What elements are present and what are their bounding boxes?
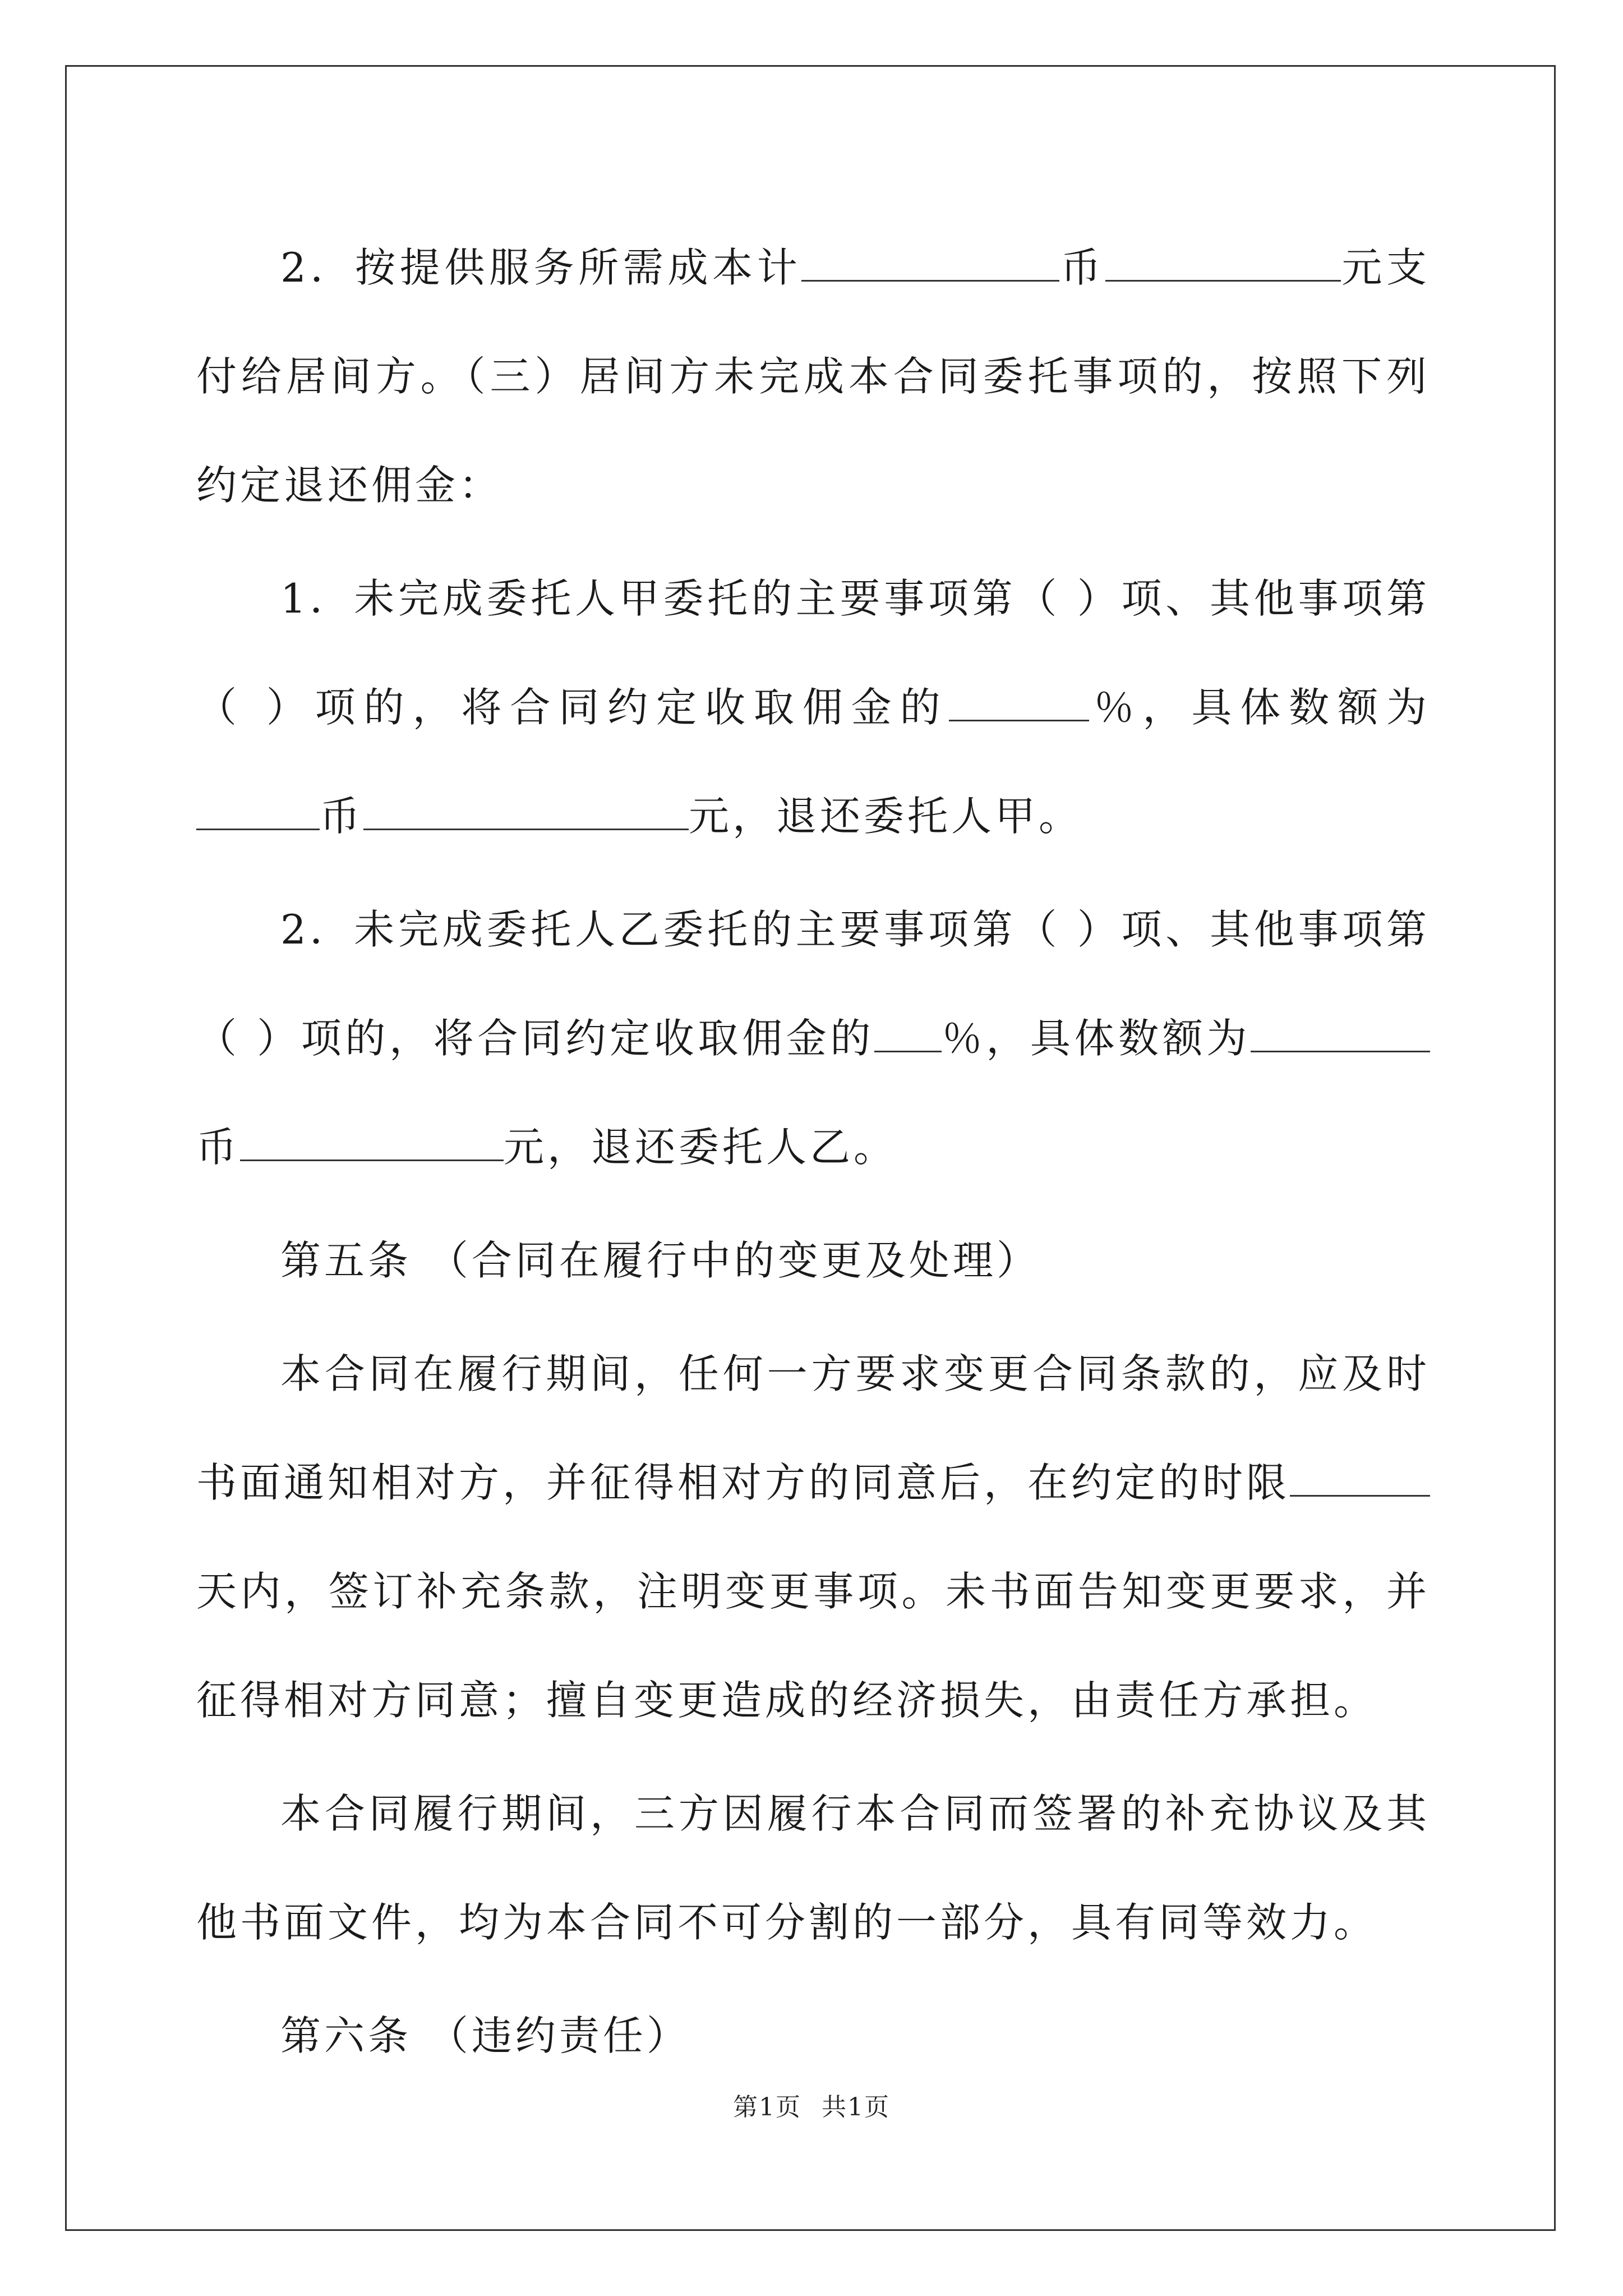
paragraph-service-cost xyxy=(196,213,1430,540)
paragraph-text: ％，具体数额为 xyxy=(1089,684,1430,731)
blank-field[interactable] xyxy=(801,246,1059,282)
paragraph-text: 币 xyxy=(196,1124,241,1171)
paragraph-text: ％，具体数额为 xyxy=(941,1015,1251,1062)
blank-field[interactable] xyxy=(240,1126,504,1161)
page-footer xyxy=(0,2087,1623,2123)
blank-field[interactable] xyxy=(949,686,1089,721)
blank-field[interactable] xyxy=(1105,246,1341,282)
paragraph-refund-party-a xyxy=(196,544,1430,871)
blank-field[interactable] xyxy=(1290,1461,1430,1497)
blank-field[interactable] xyxy=(1251,1017,1430,1052)
document-body xyxy=(196,213,1430,2095)
paragraph-text: 天内，签订补充条款，注明变更事项。未书面告知变更要求，并征得相对方同意；擅自变更造成的经济损失，由责任方承担。 xyxy=(196,1568,1430,1724)
paragraph-text: 币 xyxy=(1059,244,1105,291)
paragraph-text: 2．按提供服务所需成本计 xyxy=(280,244,802,291)
article-6-heading: 第六条 （违约责任） xyxy=(280,2012,690,2059)
paragraph-text: 2．未完成委托人乙委托的主要事项第（ ）项、其他事项第（ ）项的，将合同约定收取佣金的 xyxy=(196,906,1430,1062)
paragraph-text: 元，退还委托人甲。 xyxy=(689,793,1083,840)
paragraph-contract-change xyxy=(196,1319,1430,1755)
paragraph-supplementary-agreements: 本合同履行期间，三方因履行本合同而签署的补充协议及其他书面文件，均为本合同不可分割的一部分，具有同等效力。 xyxy=(196,1790,1430,1946)
page-total: 共1页 xyxy=(822,2093,890,2122)
blank-field[interactable] xyxy=(874,1017,942,1052)
paragraph-text: 币 xyxy=(320,793,364,840)
blank-field[interactable] xyxy=(363,795,689,830)
paragraph-text: 元，退还委托人乙。 xyxy=(504,1124,898,1171)
blank-field[interactable] xyxy=(196,795,320,830)
paragraph-text: 1．未完成委托人甲委托的主要事项第（ ）项、其他事项第（ ）项的，将合同约定收取佣金的 xyxy=(196,575,1430,731)
paragraph-text: 元支付给居间方。（三）居间方未完成本合同委托事项的，按照下列约定退还佣金： xyxy=(196,244,1430,509)
article-5-heading: 第五条 （合同在履行中的变更及处理） xyxy=(280,1237,1040,1284)
page-number: 第1页 xyxy=(733,2093,801,2122)
paragraph-refund-party-b xyxy=(196,875,1430,1202)
paragraph-text: 本合同在履行期间，任何一方要求变更合同条款的，应及时书面通知相对方，并征得相对方的同意后，在约定的时限 xyxy=(196,1350,1430,1506)
